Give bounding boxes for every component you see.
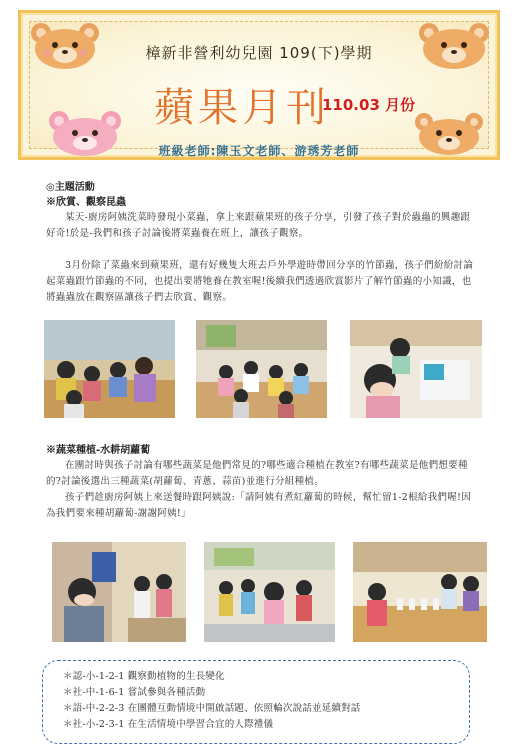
class-teachers: 班級老師:陳玉文老師、游琇芳老師 [158,144,360,158]
classroom-photo [52,542,186,642]
classroom-photo [44,320,175,418]
newsletter-banner [18,10,500,160]
issue-date: 110.03 月份 [322,96,416,114]
classroom-photo [353,542,487,642]
learning-indicator: ＊社-中-1-6-1 嘗試參與各種活動 [63,687,206,698]
classroom-photo [196,320,327,418]
newsletter-title: 蘋果月刊 [154,85,330,131]
section-heading: ◎主題活動 [46,182,95,193]
learning-indicator: ＊語-中-2-2-3 在團體互動情境中開啟話題、依照輪次說話並延續對話 [63,703,361,714]
pink-bear-face-icon [43,109,127,157]
classroom-photo [350,320,482,418]
bear-face-icon [409,111,489,157]
learning-indicator: ＊社-小-2-3-1 在生活情境中學習合宜的人際禮儀 [63,719,274,730]
paragraph: 3月份除了菜蟲來到蘋果班，還有好幾隻大班去戶外學遊時帶回分享的竹節蟲，孩子們紛紛討論起菜蟲跟竹節蟲的不同，也提出要將牠養在教室喔!後續我們透過欣賞影片了解竹節蟲的小知識，也將蟲蟲放在觀察區讓孩子們去欣賞、觀察。 [46,260,474,303]
bear-face-icon [27,19,105,71]
classroom-photo [204,542,335,642]
paragraph: 在團討時與孩子討論有哪些蔬菜是他們常見的?哪些適合種植在教室?有哪些蔬菜是他們想要種的?討論後選出三種蔬菜(胡蘿蔔、青蔥、蒜苗)並進行分組種植。 [46,460,468,487]
section-subheading: ※蔬菜種植-水耕胡蘿蔔 [46,445,151,456]
section-subheading: ※欣賞、觀察昆蟲 [46,197,126,208]
bear-face-icon [413,19,495,71]
learning-indicators-box [42,660,470,744]
school-title: 樟新非營利幼兒園 109(下)學期 [145,44,373,62]
paragraph: 某天-廚房阿姨洗菜時發現小菜蟲，拿上來跟蘋果班的孩子分享，引發了孩子對於蟲蟲的興趣跟好奇!於是-我們和孩子討論後將菜蟲養在班上，讓孩子觀察。 [46,212,471,239]
learning-indicator: ＊認-小-1-2-1 觀察動植物的生長變化 [63,671,225,682]
paragraph: 孩子們趁廚房阿姨上來送餐時跟阿姨說:「請阿姨有煮紅蘿蔔的時候，幫忙留1-2根給我們喔!因為我們要來種胡蘿蔔-謝謝阿姨!」 [46,492,472,519]
